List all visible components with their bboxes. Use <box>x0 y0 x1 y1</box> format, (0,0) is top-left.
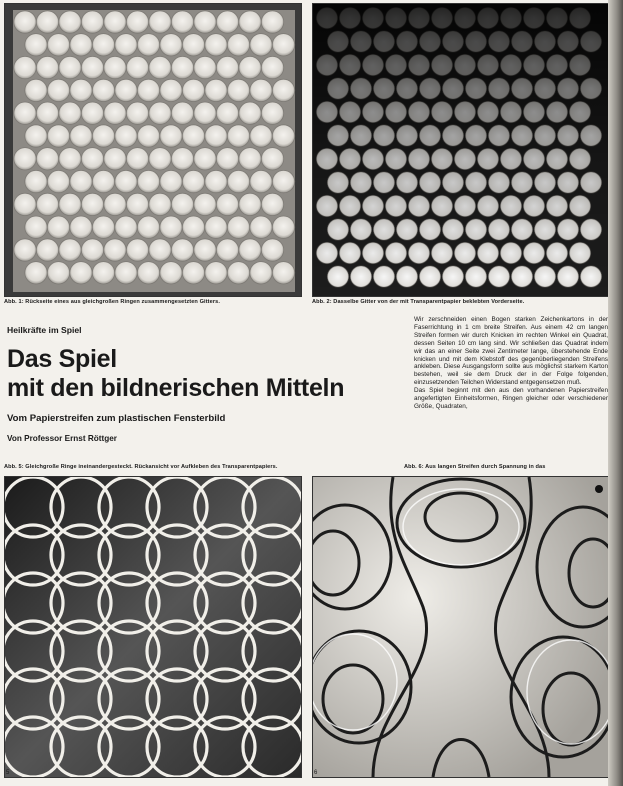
ring-shape <box>25 34 47 56</box>
ring-shape <box>160 216 182 238</box>
ring-shape <box>14 239 36 261</box>
article-title-line1: Das Spiel <box>7 345 117 373</box>
ring-shape <box>272 79 294 101</box>
ring-shape <box>250 79 272 101</box>
ring-shape <box>14 11 36 33</box>
plate-mark-right: 6 <box>314 770 318 776</box>
ring-shape <box>70 34 92 56</box>
ring-shape <box>36 148 58 170</box>
article-body <box>414 316 608 411</box>
ring-shape <box>149 193 171 215</box>
plate-mark-left: 5 <box>6 770 10 776</box>
ring-shape <box>227 79 249 101</box>
ring-shape <box>216 56 238 78</box>
article-author: Von Professor Ernst Röttger <box>7 434 117 443</box>
ring-shape <box>171 239 193 261</box>
ring-shape <box>81 102 103 124</box>
ring-shape <box>194 239 216 261</box>
ring-shape <box>216 102 238 124</box>
ring-shape <box>149 11 171 33</box>
ring-shape <box>182 262 204 284</box>
ring-shape <box>47 125 69 147</box>
ring-shape <box>194 56 216 78</box>
ring-shape <box>171 193 193 215</box>
ring-shape <box>126 11 148 33</box>
ring-shape <box>81 193 103 215</box>
ring-shape <box>272 216 294 238</box>
ring-shape <box>171 148 193 170</box>
ring-shape <box>227 125 249 147</box>
body-paragraph-2: Das Spiel beginnt mit den aus den vorhandenen Papierstreifen angefertigten Einheitsformen, Ringen gleicher oder verschiedener Größe, Quadraten, <box>414 387 608 410</box>
ring-shape <box>115 125 137 147</box>
article-title-line2: mit den bildnerischen Mitteln <box>7 374 345 402</box>
ring-shape <box>70 216 92 238</box>
ring-shape <box>59 102 81 124</box>
ring-shape <box>160 79 182 101</box>
ring-shape <box>149 148 171 170</box>
photo-abb1-ring-grid-back <box>4 3 302 297</box>
ring-shape <box>81 11 103 33</box>
ring-shape <box>25 170 47 192</box>
ring-shape <box>171 56 193 78</box>
ring-shape <box>104 11 126 33</box>
article-title <box>7 345 344 403</box>
ring-shape <box>227 262 249 284</box>
ring-shape <box>81 56 103 78</box>
ring-shape <box>36 102 58 124</box>
ring-shape <box>70 262 92 284</box>
ring-shape <box>250 170 272 192</box>
ring-shape <box>25 79 47 101</box>
ring-shape <box>137 125 159 147</box>
ring-shape <box>14 56 36 78</box>
ring-shape <box>239 239 261 261</box>
ring-shape <box>47 79 69 101</box>
ring-shape <box>227 34 249 56</box>
ring-shape <box>272 262 294 284</box>
ring-shape <box>47 216 69 238</box>
caption-abb6: Abb. 6: Aus langen Streifen durch Spannung in das <box>404 464 546 470</box>
ring-shape <box>239 56 261 78</box>
ring-shape <box>126 148 148 170</box>
ring-shape <box>59 11 81 33</box>
ring-shape <box>137 262 159 284</box>
ring-shape <box>250 125 272 147</box>
ring-shape <box>14 193 36 215</box>
ring-shape <box>92 262 114 284</box>
article-kicker: Heilkräfte im Spiel <box>7 325 82 335</box>
interlocked-rings-image <box>5 477 301 777</box>
ring-shape <box>239 148 261 170</box>
ring-shape <box>126 239 148 261</box>
ring-shape <box>92 216 114 238</box>
ring-shape <box>272 170 294 192</box>
ring-shape <box>25 125 47 147</box>
ring-shape <box>272 34 294 56</box>
photo-abb2-ring-grid-front <box>312 3 610 297</box>
ring-shape <box>182 170 204 192</box>
ring-shape <box>81 239 103 261</box>
ring-shape <box>261 102 283 124</box>
ring-shape <box>194 148 216 170</box>
caption-abb2: Abb. 2: Dasselbe Gitter von der mit Transparentpapier beklebten Vorderseite. <box>312 299 525 305</box>
ring-shape <box>59 239 81 261</box>
ring-shape <box>239 11 261 33</box>
page-edge-shadow <box>608 0 623 786</box>
ring-shape <box>160 34 182 56</box>
ring-shape <box>171 11 193 33</box>
ring-shape <box>92 34 114 56</box>
ring-shape <box>239 193 261 215</box>
ring-shape <box>25 216 47 238</box>
caption-abb1: Abb. 1: Rückseite eines aus gleichgroßen Ringen zusammengesetzten Gitters. <box>4 299 220 305</box>
ring-shape <box>115 216 137 238</box>
ring-shape <box>70 125 92 147</box>
spiral-strips-image <box>313 477 609 777</box>
ring-shape <box>36 11 58 33</box>
ring-shape <box>261 56 283 78</box>
ring-shape <box>194 102 216 124</box>
ring-shape <box>194 193 216 215</box>
ring-shape <box>182 34 204 56</box>
ring-shape <box>227 216 249 238</box>
ring-shape <box>182 125 204 147</box>
ring-shape <box>36 239 58 261</box>
ring-shape <box>149 56 171 78</box>
ring-shape <box>115 79 137 101</box>
ring-shape <box>104 102 126 124</box>
ring-shape <box>92 125 114 147</box>
ring-shape <box>261 239 283 261</box>
ring-shape <box>115 34 137 56</box>
ring-shape <box>160 125 182 147</box>
ring-shape <box>250 216 272 238</box>
ring-shape <box>239 102 261 124</box>
ring-shape <box>70 170 92 192</box>
ring-shape <box>205 262 227 284</box>
ring-shape <box>81 148 103 170</box>
ring-shape <box>59 148 81 170</box>
ring-shape <box>182 216 204 238</box>
ring-shape <box>137 79 159 101</box>
ring-shape <box>216 239 238 261</box>
ring-shape <box>126 102 148 124</box>
ring-shape <box>70 79 92 101</box>
ring-shape <box>115 170 137 192</box>
ring-shape <box>261 11 283 33</box>
ring-shape <box>59 56 81 78</box>
ring-shape <box>115 262 137 284</box>
ring-shape <box>14 148 36 170</box>
ring-shape <box>137 216 159 238</box>
ring-shape <box>227 170 249 192</box>
ring-grid-front-image <box>313 4 609 296</box>
ring-shape <box>126 193 148 215</box>
ring-shape <box>160 170 182 192</box>
ring-shape <box>47 262 69 284</box>
ring-shape <box>272 125 294 147</box>
ring-shape <box>36 193 58 215</box>
ring-shape <box>149 239 171 261</box>
ring-shape <box>205 125 227 147</box>
ring-shape <box>182 79 204 101</box>
article-subtitle: Vom Papierstreifen zum plastischen Fensterbild <box>7 413 226 424</box>
ring-shape <box>205 216 227 238</box>
ring-shape <box>137 34 159 56</box>
ring-shape <box>205 34 227 56</box>
ring-shape <box>171 102 193 124</box>
ring-shape <box>126 56 148 78</box>
ring-shape <box>47 170 69 192</box>
ring-shape <box>216 193 238 215</box>
ring-shape <box>205 79 227 101</box>
ring-shape <box>104 148 126 170</box>
ring-shape <box>194 11 216 33</box>
ring-shape <box>92 170 114 192</box>
ring-shape <box>59 193 81 215</box>
ring-shape <box>205 170 227 192</box>
ring-shape <box>160 262 182 284</box>
ring-shape <box>104 193 126 215</box>
ring-shape <box>149 102 171 124</box>
ring-shape <box>14 102 36 124</box>
ring-shape <box>92 79 114 101</box>
ring-shape <box>261 193 283 215</box>
photo-abb6-spiral-strips <box>312 476 610 778</box>
ring-shape <box>104 239 126 261</box>
ring-shape <box>216 148 238 170</box>
ring-shape <box>250 34 272 56</box>
ring-shape <box>104 56 126 78</box>
ring-shape <box>250 262 272 284</box>
ring-shape <box>137 170 159 192</box>
photo-abb5-interlocked-rings <box>4 476 302 778</box>
ring-shape <box>216 11 238 33</box>
ring-shape <box>36 56 58 78</box>
ring-shape <box>261 148 283 170</box>
body-paragraph-1: Wir zerschneiden einen Bogen starken Zeichenkartons in der Faserrichtung in 1 cm breite Streifen. Aus einem 42 cm langen Streifen formen wir durch Knicken im rechten Winkel ein Quadrat, dessen Seiten 10 cm lang sind. Wir schließen das Quadrat indem wir das an einer Seite zwei Zentimeter lange, überstehende Ende knicken und mit dem Klebstoff des gegenüberliegenden Streifens ankleben. Diese Ausgangsform sollte aus möglichst starkem Karton bestehen, weil sie dem Druck der in der Folge folgenden, einzusetzenden Teilchen Widerstand entgegensetzen muß. <box>414 316 608 387</box>
ring-shape <box>47 34 69 56</box>
caption-abb5: Abb. 5: Gleichgroße Ringe ineinandergesteckt. Rückansicht vor Aufkleben des Transparentpapiers. <box>4 464 278 470</box>
ring-grid-back-image <box>5 4 301 296</box>
ring-shape <box>25 262 47 284</box>
